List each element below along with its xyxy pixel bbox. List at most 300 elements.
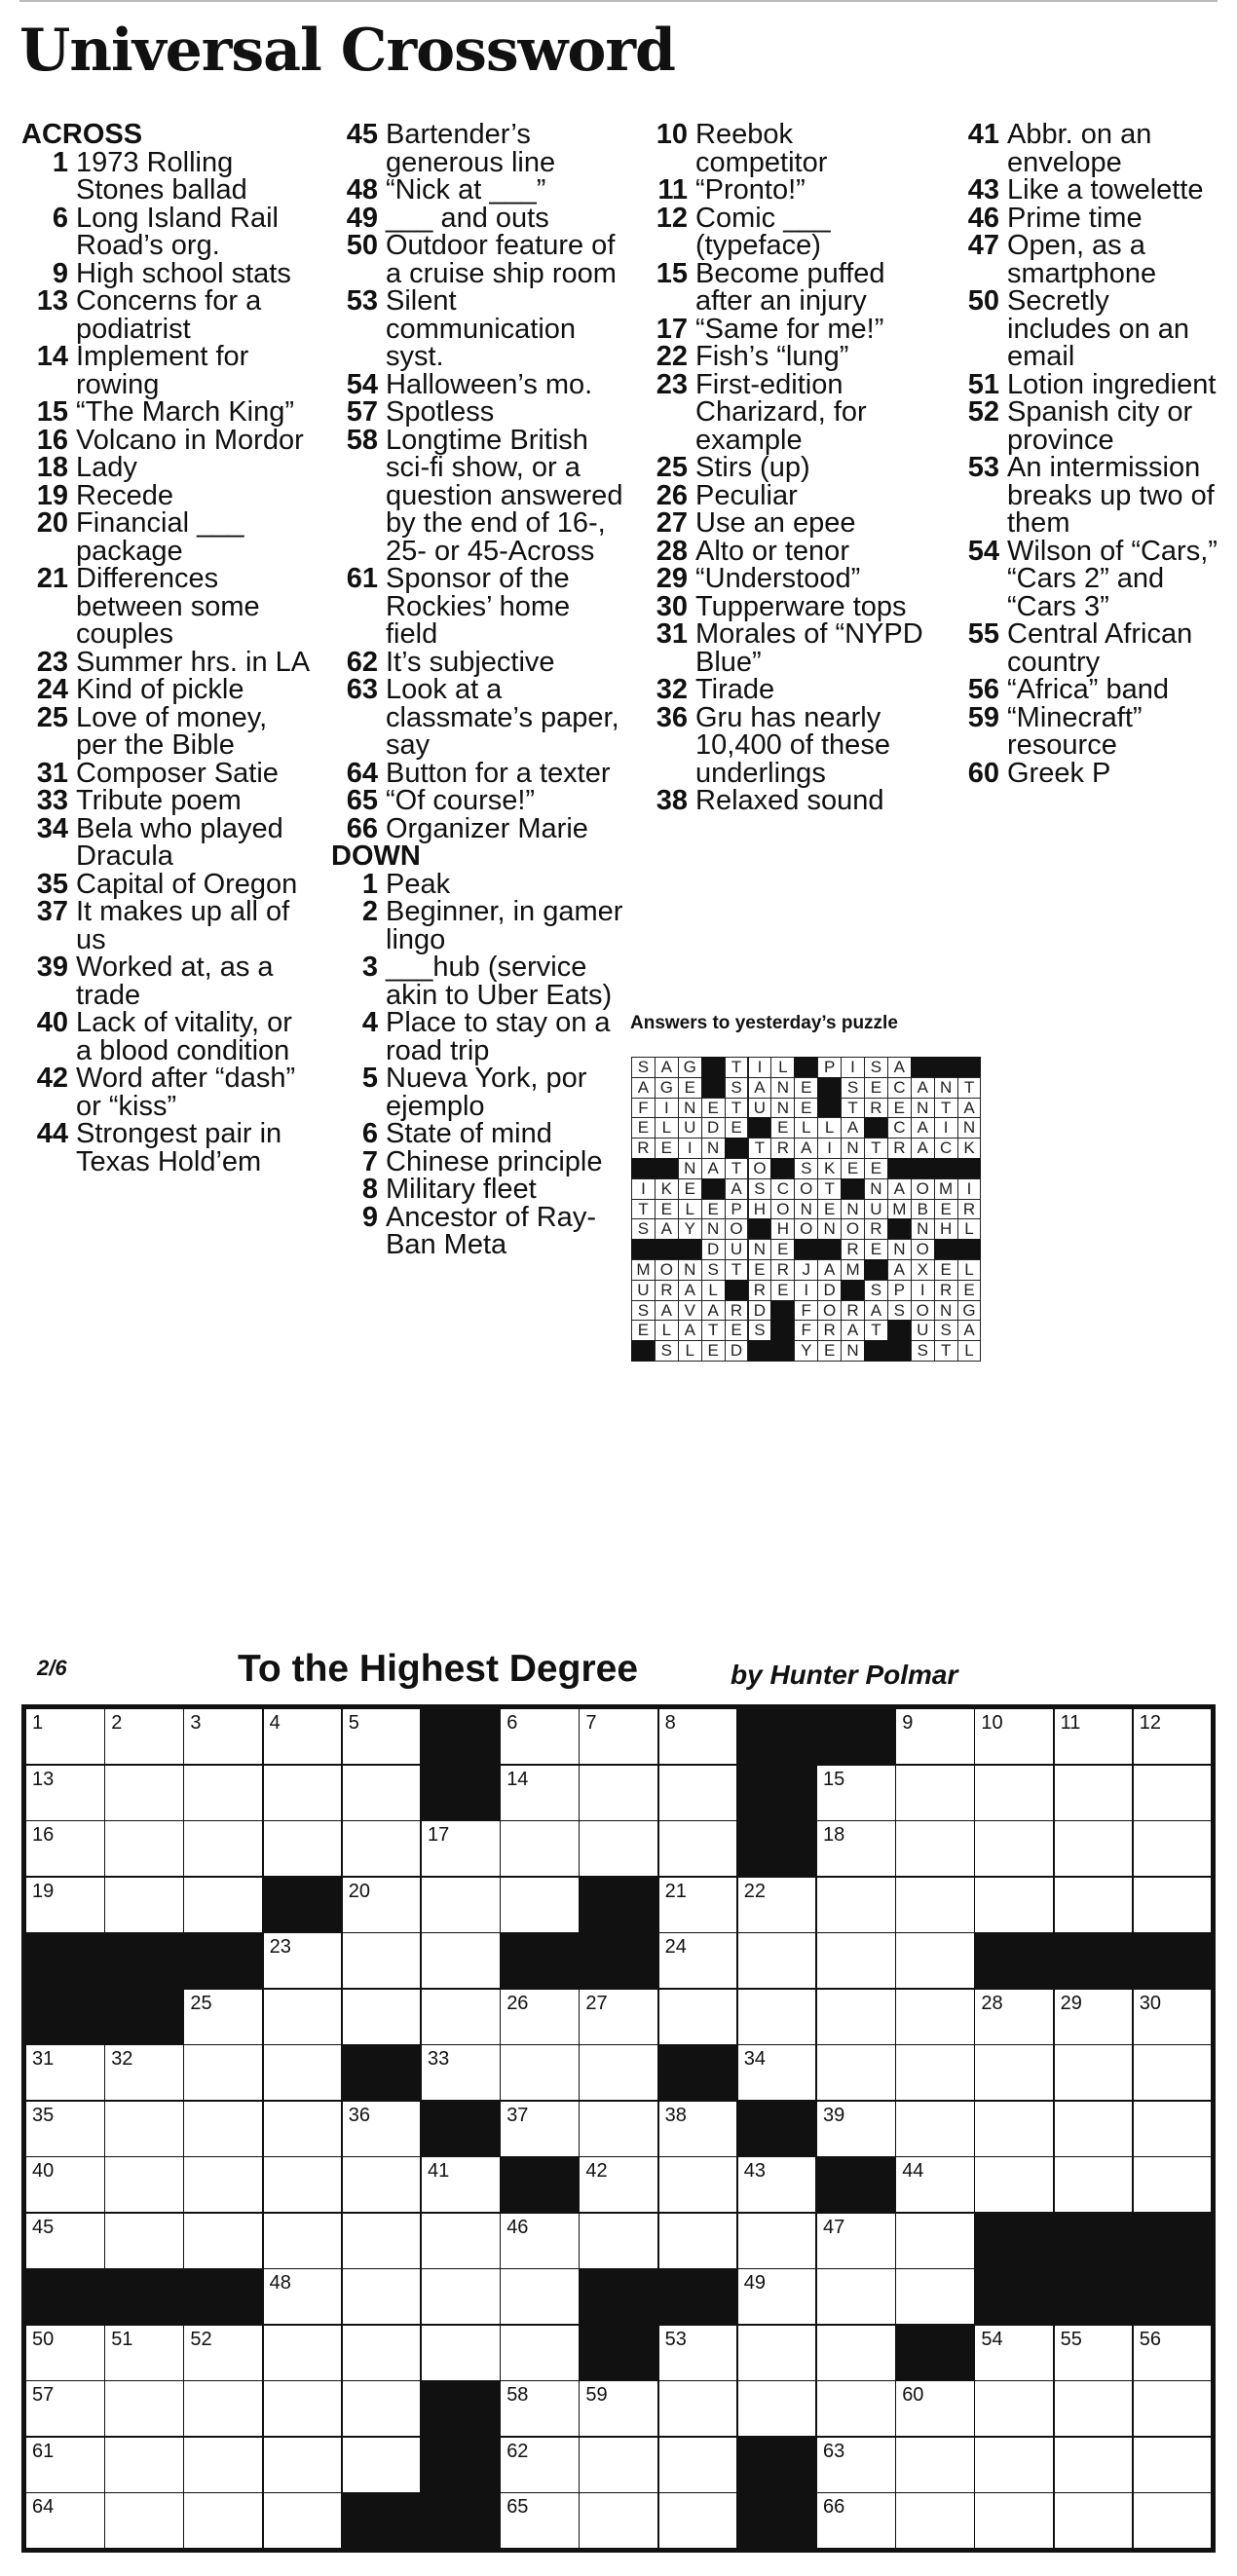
- clue-number: 18: [36, 452, 68, 483]
- grid-cell[interactable]: [1133, 1989, 1213, 2045]
- grid-cell[interactable]: [500, 1877, 580, 1933]
- answer-block: [678, 1239, 702, 1260]
- grid-cell[interactable]: [1054, 1765, 1134, 1821]
- grid-cell[interactable]: [895, 2437, 975, 2493]
- grid-cell[interactable]: [183, 2437, 263, 2493]
- grid-cell[interactable]: [895, 2213, 975, 2269]
- answer-cell: A: [911, 1077, 935, 1099]
- clue-number: 10: [656, 119, 688, 150]
- answer-cell: N: [841, 1138, 865, 1159]
- grid-cell[interactable]: [974, 1820, 1054, 1877]
- clue-text: ___hub (service akin to Uber Eats): [386, 952, 613, 1011]
- clue-text: Greek P: [1007, 757, 1111, 789]
- grid-cell[interactable]: [263, 1989, 343, 2045]
- grid-cell[interactable]: [816, 2101, 896, 2157]
- grid-cell[interactable]: [500, 1708, 580, 1765]
- cell-number: 36: [348, 2104, 371, 2126]
- grid-cell[interactable]: [263, 1765, 343, 1821]
- grid-cell[interactable]: [895, 2156, 975, 2213]
- grid-cell[interactable]: [579, 2101, 658, 2157]
- clue-number: 41: [967, 119, 999, 150]
- grid-cell[interactable]: [895, 1765, 975, 1821]
- clue-text: Nueva York, por ejemplo: [386, 1063, 587, 1122]
- clue-number: 49: [346, 202, 378, 234]
- grid-cell[interactable]: [1133, 2437, 1213, 2493]
- answer-cell: H: [934, 1218, 958, 1240]
- grid-cell[interactable]: [183, 1820, 263, 1877]
- answer-cell: D: [817, 1280, 842, 1301]
- grid-cell[interactable]: [1054, 2380, 1134, 2437]
- answer-block: [934, 1057, 958, 1078]
- puzzle-date: 2/6: [37, 1656, 67, 1680]
- grid-cell[interactable]: [974, 1765, 1054, 1821]
- grid-cell[interactable]: [25, 2213, 105, 2269]
- answer-cell: S: [725, 1077, 749, 1099]
- grid-cell[interactable]: [895, 2380, 975, 2437]
- answer-cell: T: [725, 1057, 749, 1078]
- grid-cell[interactable]: [579, 2044, 658, 2101]
- clue-number: 35: [36, 868, 68, 900]
- grid-cell[interactable]: [104, 2492, 184, 2549]
- grid-cell[interactable]: [895, 2044, 975, 2101]
- answer-cell: R: [934, 1280, 958, 1301]
- grid-cell[interactable]: [658, 2380, 738, 2437]
- grid-cell[interactable]: [183, 2492, 263, 2549]
- grid-cell[interactable]: [579, 1820, 658, 1877]
- grid-cell[interactable]: [1133, 1765, 1213, 1821]
- grid-cell[interactable]: [342, 2380, 422, 2437]
- grid-cell[interactable]: [895, 2268, 975, 2325]
- grid-cell[interactable]: [104, 2101, 184, 2157]
- grid-cell[interactable]: [974, 2101, 1054, 2157]
- grid-cell[interactable]: [1133, 1708, 1213, 1765]
- grid-cell[interactable]: [183, 1765, 263, 1821]
- answer-cell: E: [678, 1077, 702, 1099]
- grid-block: [974, 2213, 1054, 2269]
- grid-cell[interactable]: [25, 1877, 105, 1933]
- grid-cell[interactable]: [816, 2492, 896, 2549]
- answer-cell: N: [794, 1199, 818, 1220]
- grid-cell[interactable]: [1054, 2325, 1134, 2381]
- answer-cell: I: [794, 1280, 818, 1301]
- grid-cell[interactable]: [974, 2437, 1054, 2493]
- grid-cell[interactable]: [1133, 2492, 1213, 2549]
- cell-number: 5: [348, 1712, 359, 1734]
- grid-cell[interactable]: [737, 1989, 817, 2045]
- answer-cell: I: [748, 1057, 772, 1078]
- grid-cell[interactable]: [737, 2325, 817, 2381]
- grid-cell[interactable]: [579, 2156, 658, 2213]
- grid-cell[interactable]: [974, 2492, 1054, 2549]
- answer-cell: E: [701, 1199, 726, 1220]
- grid-cell[interactable]: [25, 2156, 105, 2213]
- grid-cell[interactable]: [500, 2101, 580, 2157]
- grid-cell[interactable]: [421, 1989, 501, 2045]
- grid-cell[interactable]: [816, 2325, 896, 2381]
- grid-cell[interactable]: [816, 2213, 896, 2269]
- answer-cell: E: [748, 1259, 772, 1281]
- clue-number: 42: [36, 1063, 68, 1094]
- grid-cell[interactable]: [342, 2101, 422, 2157]
- down-clue: [641, 701, 931, 789]
- clue-text: ___ and outs: [386, 202, 549, 234]
- grid-cell[interactable]: [658, 2492, 738, 2549]
- grid-cell[interactable]: [500, 2380, 580, 2437]
- clue-text: Like a towelette: [1007, 174, 1204, 205]
- grid-cell[interactable]: [263, 2380, 343, 2437]
- answer-cell: S: [701, 1259, 726, 1281]
- clue-number: 53: [346, 285, 378, 317]
- grid-cell[interactable]: [421, 2268, 501, 2325]
- grid-cell[interactable]: [25, 1820, 105, 1877]
- clue-number: 20: [36, 507, 68, 539]
- grid-cell[interactable]: [342, 1820, 422, 1877]
- grid-cell[interactable]: [658, 2156, 738, 2213]
- answer-block: [748, 1340, 772, 1362]
- cell-number: 7: [585, 1712, 597, 1734]
- grid-cell[interactable]: [500, 1820, 580, 1877]
- answer-cell: P: [887, 1280, 912, 1301]
- answer-cell: T: [701, 1320, 726, 1341]
- grid-cell[interactable]: [500, 2325, 580, 2381]
- grid-cell[interactable]: [658, 2101, 738, 2157]
- grid-cell[interactable]: [104, 1765, 184, 1821]
- clue-number: 19: [36, 479, 68, 511]
- grid-cell[interactable]: [263, 1932, 343, 1989]
- grid-cell[interactable]: [974, 2380, 1054, 2437]
- answer-cell: I: [817, 1138, 842, 1159]
- grid-cell[interactable]: [25, 2380, 105, 2437]
- clue-text: Tribute poem: [76, 785, 242, 816]
- grid-cell[interactable]: [263, 2156, 343, 2213]
- grid-cell[interactable]: [1133, 1820, 1213, 1877]
- clue-text: Lady: [76, 452, 137, 483]
- grid-cell[interactable]: [1133, 2380, 1213, 2437]
- answer-cell: L: [770, 1057, 795, 1078]
- grid-cell[interactable]: [1133, 2325, 1213, 2381]
- grid-cell[interactable]: [579, 2380, 658, 2437]
- grid-cell[interactable]: [658, 2437, 738, 2493]
- answer-cell: N: [957, 1117, 982, 1139]
- clue-column-3: [641, 121, 931, 815]
- grid-cell[interactable]: [816, 1877, 896, 1933]
- clue-text: Love of money, per the Bible: [76, 701, 268, 761]
- grid-cell[interactable]: [500, 2437, 580, 2493]
- grid-cell[interactable]: [579, 2437, 658, 2493]
- clue-number: 25: [36, 701, 68, 733]
- grid-cell[interactable]: [658, 1989, 738, 2045]
- clue-number: 8: [361, 1174, 378, 1205]
- grid-block: [974, 1932, 1054, 1989]
- grid-cell[interactable]: [25, 1708, 105, 1765]
- clue-text: Bela who played Dracula: [76, 812, 283, 872]
- grid-cell[interactable]: [816, 2437, 896, 2493]
- grid-cell[interactable]: [974, 1989, 1054, 2045]
- clue-text: “Same for me!”: [695, 313, 884, 345]
- grid-cell[interactable]: [895, 1877, 975, 1933]
- clue-text: Open, as a smartphone: [1007, 230, 1157, 289]
- grid-block: [579, 1877, 658, 1933]
- across-clue: [21, 676, 314, 704]
- grid-block: [183, 1932, 263, 1989]
- answer-cell: E: [655, 1138, 679, 1159]
- puzzle-title: To the Highest Degree: [238, 1648, 639, 1690]
- grid-cell[interactable]: [342, 2213, 422, 2269]
- grid-cell[interactable]: [104, 1877, 184, 1933]
- grid-cell[interactable]: [183, 1989, 263, 2045]
- grid-block: [737, 1708, 817, 1765]
- grid-cell[interactable]: [104, 2325, 184, 2381]
- grid-cell[interactable]: [737, 1877, 817, 1933]
- grid-cell[interactable]: [500, 1765, 580, 1821]
- grid-cell[interactable]: [737, 2156, 817, 2213]
- grid-cell[interactable]: [658, 1765, 738, 1821]
- grid-cell[interactable]: [579, 1765, 658, 1821]
- clue-text: Tirade: [695, 674, 775, 705]
- grid-cell[interactable]: [183, 2380, 263, 2437]
- down-clue: [641, 479, 931, 511]
- clue-text: Worked at, as a trade: [76, 952, 274, 1011]
- grid-cell[interactable]: [183, 2156, 263, 2213]
- grid-cell[interactable]: [895, 2101, 975, 2157]
- grid-cell[interactable]: [579, 1989, 658, 2045]
- grid-cell[interactable]: [25, 2325, 105, 2381]
- cell-number: 9: [902, 1712, 914, 1734]
- clue-text: Recede: [76, 479, 173, 511]
- grid-cell[interactable]: [816, 1820, 896, 1877]
- grid-cell[interactable]: [342, 2268, 422, 2325]
- clue-number: 43: [967, 174, 999, 205]
- grid-cell[interactable]: [104, 2213, 184, 2269]
- grid-cell[interactable]: [1054, 2156, 1134, 2213]
- grid-cell[interactable]: [104, 2044, 184, 2101]
- grid-cell[interactable]: [1054, 1877, 1134, 1933]
- answer-block: [770, 1340, 795, 1362]
- grid-cell[interactable]: [342, 1989, 422, 2045]
- grid-cell[interactable]: [104, 2156, 184, 2213]
- grid-block: [1054, 1932, 1134, 1989]
- grid-cell[interactable]: [895, 1932, 975, 1989]
- grid-cell[interactable]: [183, 2044, 263, 2101]
- answer-cell: A: [794, 1138, 818, 1159]
- grid-cell[interactable]: [579, 1708, 658, 1765]
- clue-text: Composer Satie: [76, 757, 279, 789]
- grid-cell[interactable]: [658, 1708, 738, 1765]
- grid-cell[interactable]: [1054, 2437, 1134, 2493]
- answer-cell: O: [841, 1218, 865, 1240]
- cell-number: 63: [823, 2440, 845, 2462]
- clue-text: Word after “dash” or “kiss”: [76, 1063, 296, 1122]
- clue-number: 23: [656, 368, 688, 400]
- cell-number: 42: [585, 2160, 608, 2183]
- grid-cell[interactable]: [342, 2156, 422, 2213]
- grid-cell[interactable]: [737, 2380, 817, 2437]
- grid-cell[interactable]: [25, 1765, 105, 1821]
- clue-number: 47: [967, 230, 999, 261]
- grid-cell[interactable]: [579, 2492, 658, 2549]
- grid-block: [1133, 1932, 1213, 1989]
- grid-cell[interactable]: [25, 2437, 105, 2493]
- grid-cell[interactable]: [25, 2101, 105, 2157]
- grid-cell[interactable]: [816, 1989, 896, 2045]
- grid-cell[interactable]: [263, 2437, 343, 2493]
- answer-cell: N: [887, 1239, 912, 1260]
- grid-cell[interactable]: [183, 2325, 263, 2381]
- grid-cell[interactable]: [342, 1932, 422, 1989]
- cell-number: 64: [32, 2496, 55, 2519]
- answer-cell: I: [911, 1280, 935, 1301]
- clue-number: 44: [36, 1118, 68, 1149]
- clue-text: Abbr. on an envelope: [1007, 119, 1152, 178]
- clue-text: Longtime British sci-fi show, or a question answered by the end of 16-, 25- or 45-Across: [386, 424, 623, 567]
- grid-cell[interactable]: [895, 1708, 975, 1765]
- grid-cell[interactable]: [263, 1708, 343, 1765]
- cell-number: 27: [585, 1992, 608, 2014]
- grid-cell[interactable]: [974, 2044, 1054, 2101]
- answer-cell: Y: [678, 1218, 702, 1240]
- grid-cell[interactable]: [658, 1877, 738, 1933]
- clue-number: 40: [36, 1007, 68, 1038]
- grid-cell[interactable]: [658, 1932, 738, 1989]
- clue-text: First-edition Charizard, for example: [695, 368, 867, 456]
- grid-cell[interactable]: [500, 2213, 580, 2269]
- grid-cell[interactable]: [658, 2213, 738, 2269]
- grid-cell[interactable]: [1133, 2101, 1213, 2157]
- grid-cell[interactable]: [421, 1877, 501, 1933]
- grid-cell[interactable]: [1133, 1877, 1213, 1933]
- grid-cell[interactable]: [342, 2325, 422, 2381]
- answer-cell: S: [631, 1300, 656, 1322]
- answers-caption: Answers to yesterday’s puzzle: [630, 1013, 898, 1033]
- grid-cell[interactable]: [183, 2101, 263, 2157]
- grid-cell[interactable]: [1054, 2492, 1134, 2549]
- grid-cell[interactable]: [1054, 2101, 1134, 2157]
- cell-number: 21: [664, 1880, 687, 1902]
- cell-number: 46: [506, 2216, 529, 2238]
- grid-cell[interactable]: [263, 2101, 343, 2157]
- grid-cell[interactable]: [104, 1708, 184, 1765]
- grid-cell[interactable]: [342, 2437, 422, 2493]
- grid-cell[interactable]: [974, 1708, 1054, 1765]
- grid-cell[interactable]: [1054, 2044, 1134, 2101]
- grid-cell[interactable]: [816, 2268, 896, 2325]
- grid-cell[interactable]: [895, 1989, 975, 2045]
- grid-cell[interactable]: [421, 2213, 501, 2269]
- grid-cell[interactable]: [974, 2156, 1054, 2213]
- grid-cell[interactable]: [1054, 1989, 1134, 2045]
- grid-cell[interactable]: [421, 2156, 501, 2213]
- answer-cell: S: [748, 1320, 772, 1341]
- grid-cell[interactable]: [816, 2044, 896, 2101]
- grid-block: [500, 1932, 580, 1989]
- answer-cell: N: [817, 1218, 842, 1240]
- answer-cell: F: [631, 1098, 656, 1119]
- grid-cell[interactable]: [421, 1820, 501, 1877]
- top-rule: [19, 0, 1218, 2]
- grid-cell[interactable]: [421, 2044, 501, 2101]
- grid-cell[interactable]: [816, 2380, 896, 2437]
- answer-cell: S: [864, 1280, 888, 1301]
- grid-cell[interactable]: [737, 2268, 817, 2325]
- down-clue: [953, 535, 1218, 622]
- grid-cell[interactable]: [500, 1989, 580, 2045]
- answer-cell: N: [701, 1138, 726, 1159]
- grid-cell[interactable]: [1133, 2044, 1213, 2101]
- grid-cell[interactable]: [500, 2268, 580, 2325]
- clue-number: 37: [36, 896, 68, 927]
- grid-cell[interactable]: [895, 1820, 975, 1877]
- grid-cell[interactable]: [342, 1765, 422, 1821]
- grid-cell[interactable]: [500, 2492, 580, 2549]
- grid-cell[interactable]: [1054, 1708, 1134, 1765]
- answer-cell: A: [655, 1057, 679, 1078]
- grid-cell[interactable]: [895, 2492, 975, 2549]
- answer-cell: N: [678, 1158, 702, 1179]
- grid-cell[interactable]: [658, 2325, 738, 2381]
- grid-cell[interactable]: [421, 1932, 501, 1989]
- grid-block: [421, 2101, 501, 2157]
- answer-cell: T: [841, 1098, 865, 1119]
- grid-cell[interactable]: [737, 1932, 817, 1989]
- grid-cell[interactable]: [658, 1820, 738, 1877]
- down-clue: [641, 787, 931, 815]
- grid-cell[interactable]: [816, 1932, 896, 1989]
- clue-number: 6: [52, 202, 68, 234]
- grid-cell[interactable]: [500, 2044, 580, 2101]
- clue-text: Lotion ingredient: [1007, 368, 1217, 400]
- clue-text: Button for a texter: [386, 757, 611, 789]
- grid-cell[interactable]: [263, 1820, 343, 1877]
- answer-cell: I: [841, 1057, 865, 1078]
- grid-cell[interactable]: [1054, 1820, 1134, 1877]
- grid-cell[interactable]: [263, 2044, 343, 2101]
- grid-cell[interactable]: [737, 2044, 817, 2101]
- grid-cell[interactable]: [1133, 2156, 1213, 2213]
- grid-cell[interactable]: [104, 2380, 184, 2437]
- grid-cell[interactable]: [342, 1708, 422, 1765]
- grid-cell[interactable]: [342, 1877, 422, 1933]
- answer-cell: I: [678, 1138, 702, 1159]
- grid-cell[interactable]: [974, 2325, 1054, 2381]
- grid-cell[interactable]: [25, 2492, 105, 2549]
- answer-cell: R: [725, 1300, 749, 1322]
- grid-cell[interactable]: [737, 2213, 817, 2269]
- grid-cell[interactable]: [183, 2213, 263, 2269]
- grid-cell[interactable]: [816, 1765, 896, 1821]
- grid-cell[interactable]: [974, 1877, 1054, 1933]
- grid-cell[interactable]: [25, 2044, 105, 2101]
- across-clue: [331, 646, 623, 678]
- clue-number: 63: [346, 674, 378, 705]
- grid-cell[interactable]: [183, 1877, 263, 1933]
- clue-number: 9: [361, 1201, 378, 1233]
- grid-cell[interactable]: [263, 2268, 343, 2325]
- grid-cell[interactable]: [263, 2492, 343, 2549]
- clue-number: 32: [656, 674, 688, 705]
- answer-cell: D: [701, 1117, 726, 1139]
- down-clue: [953, 701, 1218, 761]
- grid-cell[interactable]: [263, 2213, 343, 2269]
- grid-cell[interactable]: [104, 1820, 184, 1877]
- grid-cell[interactable]: [263, 2325, 343, 2381]
- clue-number: 57: [346, 396, 378, 428]
- grid-cell[interactable]: [579, 2213, 658, 2269]
- grid-cell[interactable]: [421, 2325, 501, 2381]
- grid-cell[interactable]: [183, 1708, 263, 1765]
- answer-cell: E: [864, 1077, 888, 1099]
- answer-cell: A: [701, 1300, 726, 1322]
- grid-cell[interactable]: [104, 2437, 184, 2493]
